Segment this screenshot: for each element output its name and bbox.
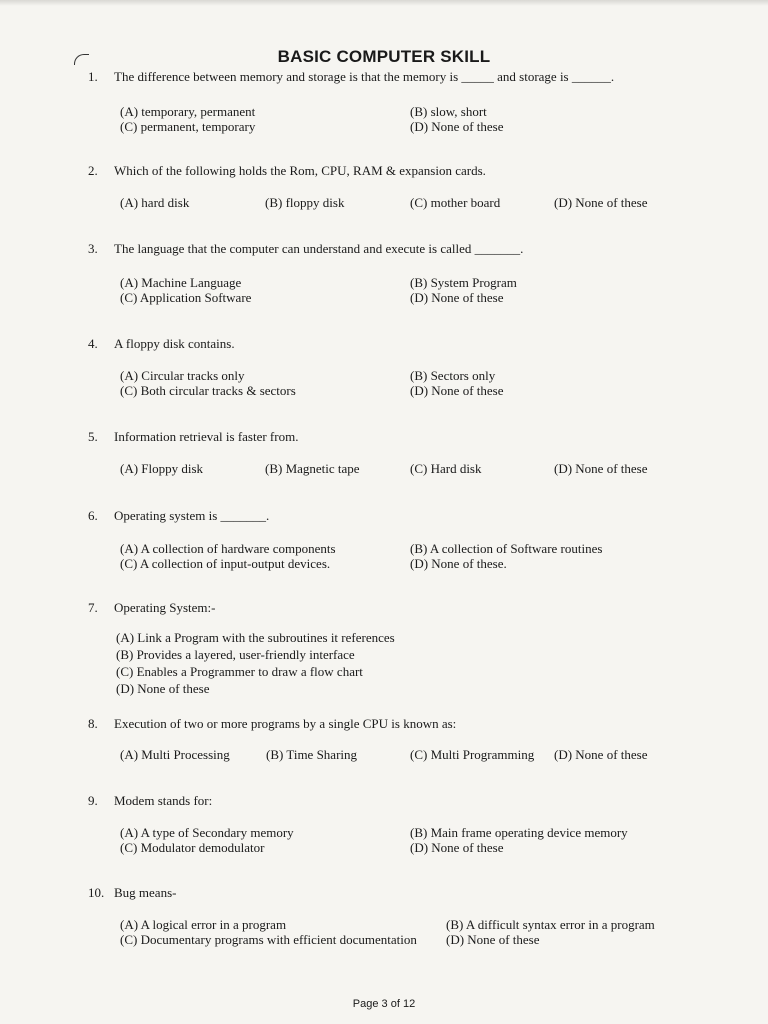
option-d: (D) None of these [410,840,504,855]
option-b: (B) A collection of Software routines [410,541,603,556]
option-b: (B) Provides a layered, user-friendly interface [116,647,355,662]
option-b: (B) Time Sharing [266,747,358,762]
option-b: (B) System Program [410,275,517,290]
question-text: Which of the following holds the Rom, CPU, RAM & expansion cards. [114,163,486,178]
option-a: (A) hard disk [120,195,190,210]
option-b: (B) Magnetic tape [265,461,360,476]
option-b: (B) A difficult syntax error in a program [446,917,655,932]
page-number: Page 3 of 12 [352,998,416,1010]
question-text: Operating System:- [114,600,216,615]
option-a: (A) A type of Secondary memory [120,825,294,840]
question-number: 5. [88,429,98,444]
option-d: (D) None of these. [410,556,507,571]
option-d: (D) None of these [554,461,648,476]
option-a: (A) Link a Program with the subroutines it references [116,630,395,645]
question-number: 6. [88,508,98,523]
question-number: 4. [88,336,98,351]
question-2 [88,163,688,211]
question-number: 7. [88,600,98,615]
option-d: (D) None of these [410,383,504,398]
question-text: Execution of two or more programs by a single CPU is known as: [114,716,457,731]
option-d: (D) None of these [410,119,504,134]
option-b: (B) Sectors only [410,368,496,383]
question-number: 9. [88,793,98,808]
option-d: (D) None of these [554,195,648,210]
scan-edge [0,0,768,6]
option-c: (C) Both circular tracks & sectors [120,383,296,398]
question-text: A floppy disk contains. [114,336,235,351]
option-c: (C) permanent, temporary [120,119,256,134]
option-b: (B) floppy disk [265,195,345,210]
question-3 [88,241,688,307]
question-10 [88,885,688,949]
option-a: (A) A logical error in a program [120,917,287,932]
option-c: (C) Modulator demodulator [120,840,265,855]
question-4 [88,336,688,400]
question-1 [88,69,688,136]
option-c: (C) A collection of input-output devices. [120,556,331,571]
option-a: (A) Floppy disk [120,461,204,476]
option-c: (C) Hard disk [410,461,482,476]
option-d: (D) None of these [554,747,648,762]
question-text: The difference between memory and storage is that the memory is _____ and storage is ______. [114,69,615,84]
option-c: (C) Multi Programming [410,747,535,762]
question-text: Modem stands for: [114,793,213,808]
question-9 [88,793,688,857]
option-c: (C) Application Software [120,290,252,305]
question-5 [88,429,688,477]
option-a: (A) temporary, permanent [120,104,256,119]
question-6 [88,508,688,573]
option-a: (A) Multi Processing [120,747,230,762]
option-d: (D) None of these [446,932,540,947]
option-a: (A) A collection of hardware components [120,541,336,556]
option-c: (C) mother board [410,195,501,210]
option-b: (B) slow, short [410,104,487,119]
question-number: 3. [88,241,98,256]
page-title: BASIC COMPUTER SKILL [277,47,491,66]
question-number: 8. [88,716,98,731]
question-8 [88,716,688,763]
option-c: (C) Enables a Programmer to draw a flow chart [116,664,363,679]
question-text: Operating system is _______. [114,508,270,523]
question-number: 1. [88,69,98,84]
option-b: (B) Main frame operating device memory [410,825,628,840]
option-d: (D) None of these [410,290,504,305]
option-c: (C) Documentary programs with efficient documentation [120,932,417,947]
question-7 [88,600,688,694]
question-text: The language that the computer can understand and execute is called _______. [114,241,524,256]
option-d: (D) None of these [116,681,210,696]
question-text: Bug means- [114,885,177,900]
question-number: 10. [88,885,105,900]
option-a: (A) Machine Language [120,275,242,290]
question-number: 2. [88,163,98,178]
option-a: (A) Circular tracks only [120,368,245,383]
question-text: Information retrieval is faster from. [114,429,299,444]
